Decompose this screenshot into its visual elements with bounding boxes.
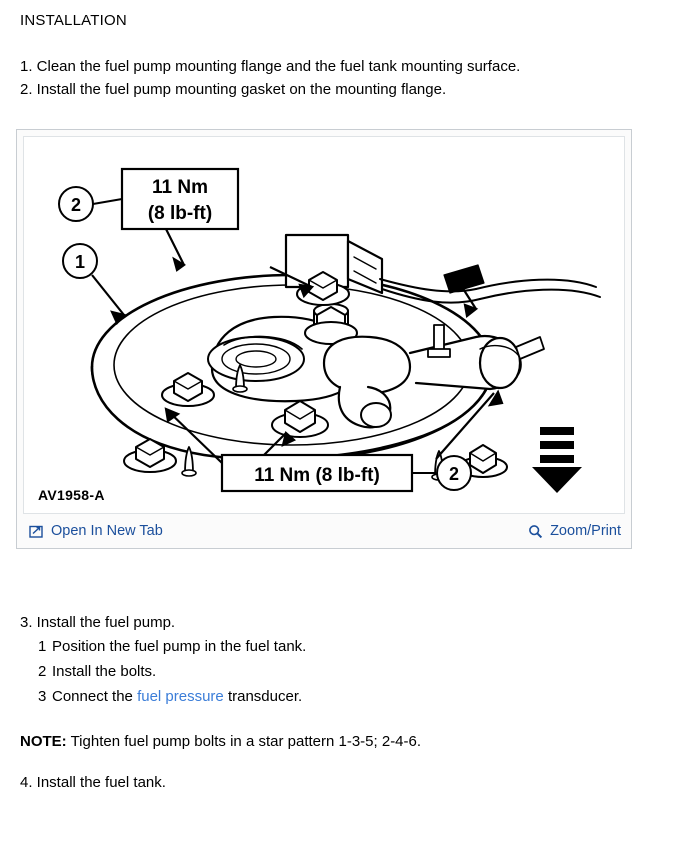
torque-top-line1: 11 Nm [152, 177, 208, 198]
note-block [20, 733, 664, 750]
figure-image[interactable] [23, 136, 625, 514]
note-label: NOTE: [20, 733, 67, 750]
page-title: INSTALLATION [20, 12, 127, 29]
sub-step-text: Position the fuel pump in the fuel tank. [52, 638, 307, 655]
zoom-print-label: Zoom/Print [550, 523, 621, 539]
magnifier-icon [528, 524, 543, 539]
step-item: 2. Install the fuel pump mounting gasket on the mounting flange. [20, 81, 447, 98]
sub-step-1 [38, 634, 664, 659]
step-item: 1. Clean the fuel pump mounting flange and the fuel tank mounting surface. [20, 58, 521, 75]
sub-step-text-before: Connect the [52, 688, 138, 705]
open-in-new-tab-icon [29, 524, 44, 539]
sub-step-2 [38, 659, 664, 684]
callout-number-2-bottom: 2 [448, 464, 460, 484]
sub-step-text-after: transducer. [223, 688, 303, 705]
callout-number-2-top: 2 [70, 195, 82, 215]
sub-step-number: 1 [38, 638, 47, 655]
torque-box-top [122, 169, 238, 229]
torque-top-line2: (8 lb-ft) [147, 203, 213, 224]
torque-box-bottom [222, 455, 412, 491]
steps-bottom-list [16, 611, 664, 709]
sub-step-number: 2 [38, 663, 47, 680]
figure-toolbar [17, 514, 631, 548]
figure-container [16, 129, 632, 549]
torque-bottom: 11 Nm (8 lb-ft) [254, 465, 380, 486]
sub-step-number: 3 [38, 688, 47, 705]
fuel-pump-diagram [24, 137, 625, 511]
fuel-pressure-link[interactable]: fuel pressure [137, 688, 224, 705]
note-text: Tighten fuel pump bolts in a star pattern 1-3-5; 2-4-6. [66, 733, 422, 750]
callout-number-1: 1 [74, 252, 86, 272]
open-in-new-tab-label: Open In New Tab [51, 523, 163, 539]
step-item-4: 4. Install the fuel tank. [20, 774, 166, 791]
steps-top-list [16, 55, 664, 101]
sub-step-3 [38, 684, 664, 709]
step-item-3: 3. Install the fuel pump. [20, 614, 176, 631]
sub-step-text: Install the bolts. [52, 663, 157, 680]
open-in-new-tab-button[interactable] [29, 523, 163, 539]
down-arrow-indicator [532, 427, 582, 493]
figure-code: AV1958-A [38, 487, 105, 503]
zoom-print-button[interactable] [528, 523, 621, 539]
